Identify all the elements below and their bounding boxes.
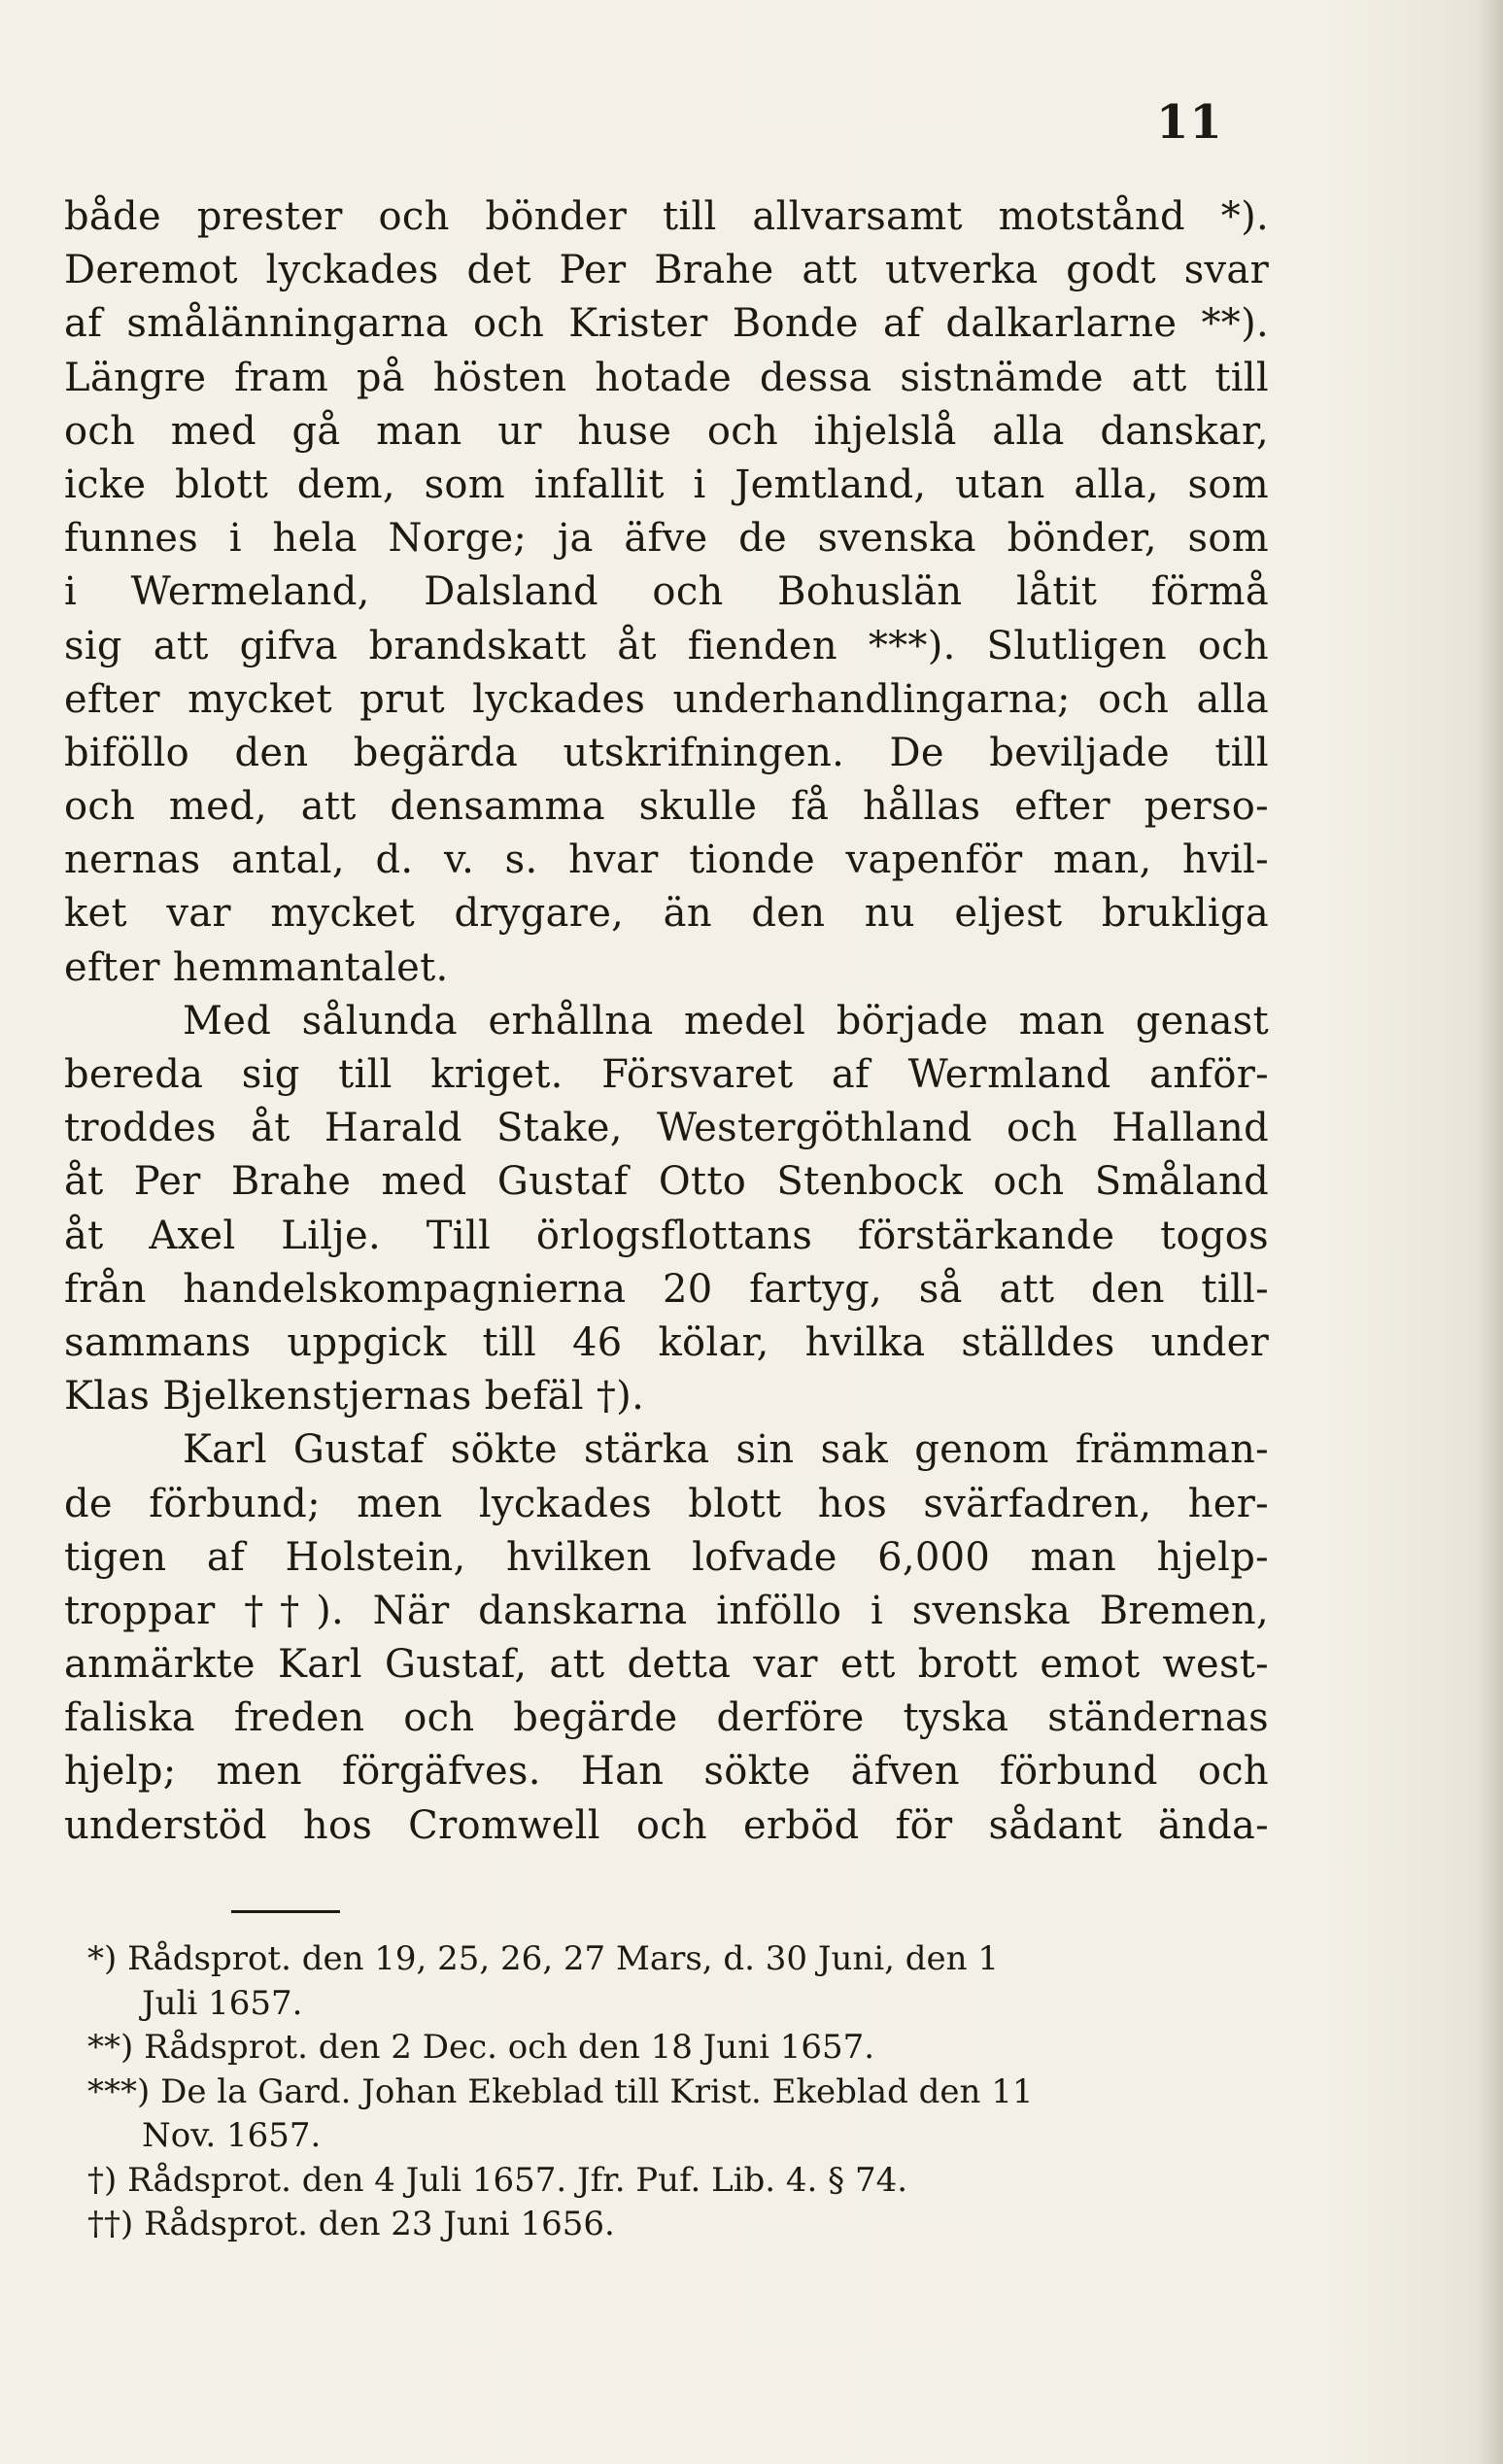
footnote-line: †) Rådsprot. den 4 Juli 1657. Jfr. Puf. Lib. 4. § 74. xyxy=(87,2160,908,2200)
paragraph-start-line: Med sålunda erhållna medel började man genast xyxy=(183,998,1269,1044)
body-line: Längre fram på hösten hotade dessa sistnämde att till xyxy=(64,355,1269,400)
paragraph-start-line: Karl Gustaf sökte stärka sin sak genom främman- xyxy=(183,1427,1269,1473)
footnote-continuation: Nov. 1657. xyxy=(142,2116,322,2155)
body-line: och med, att densamma skulle få hållas efter perso- xyxy=(64,784,1269,830)
body-line: från handelskompagnierna 20 fartyg, så att den till- xyxy=(64,1266,1269,1312)
footnote-divider xyxy=(231,1910,340,1913)
body-line: icke blott dem, som infallit i Jemtland, utan alla, som xyxy=(64,462,1269,507)
body-line: troddes åt Harald Stake, Westergöthland och Halland xyxy=(64,1106,1269,1151)
body-line: de förbund; men lyckades blott hos svärfadren, her- xyxy=(64,1481,1269,1526)
body-line: bereda sig till kriget. Försvaret af Wermland anför- xyxy=(64,1052,1269,1097)
footnote-line: ††) Rådsprot. den 23 Juni 1656. xyxy=(87,2205,615,2243)
body-line: sig att gifva brandskatt åt fienden ***). Slutligen och xyxy=(64,623,1269,668)
body-line: sammans uppgick till 46 kölar, hvilka ställdes under xyxy=(64,1319,1269,1365)
body-line: efter mycket prut lyckades underhandlingarna; och alla xyxy=(64,676,1269,722)
paragraph-end-line: efter hemmantalet. xyxy=(64,944,449,990)
body-line: understöd hos Cromwell och erböd för sådant ända- xyxy=(64,1802,1269,1848)
body-line: tigen af Holstein, hvilken lofvade 6,000 man hjelp- xyxy=(64,1534,1269,1580)
body-line: hjelp; men förgäfves. Han sökte äfven förbund och xyxy=(64,1749,1269,1795)
footnote-line: *) Rådsprot. den 19, 25, 26, 27 Mars, d. 30 Juni, den 1 xyxy=(87,1939,999,1978)
body-line: troppar ††). När danskarna inföllo i svenska Bremen, xyxy=(64,1588,1269,1633)
body-line: af smålänningarna och Krister Bonde af dalkarlarne **). xyxy=(64,301,1269,347)
body-line: nernas antal, d. v. s. hvar tionde vapenför man, hvil- xyxy=(64,838,1269,883)
footnote-line: ***) De la Gard. Johan Ekeblad till Krist. Ekeblad den 11 xyxy=(87,2071,1034,2111)
page-number: 11 xyxy=(1156,95,1223,150)
body-line: biföllo den begärda utskrifningen. De beviljade till xyxy=(64,730,1269,775)
footnote-line: **) Rådsprot. den 2 Dec. och den 18 Juni 1657. xyxy=(87,2028,875,2067)
body-text xyxy=(64,190,1269,1853)
page-edge-shadow xyxy=(1478,0,1503,2464)
body-line: åt Per Brahe med Gustaf Otto Stenbock och Småland xyxy=(64,1159,1269,1205)
footnotes xyxy=(87,1937,1282,2247)
body-line: åt Axel Lilje. Till örlogsflottans förstärkande togos xyxy=(64,1213,1269,1258)
footnote-continuation: Juli 1657. xyxy=(142,1983,303,2023)
body-line: i Wermeland, Dalsland och Bohuslän låtit förmå xyxy=(64,569,1269,615)
body-line: anmärkte Karl Gustaf, att detta var ett brott emot west- xyxy=(64,1642,1269,1688)
body-line: ket var mycket drygare, än den nu eljest brukliga xyxy=(64,891,1269,937)
body-line: och med gå man ur huse och ihjelslå alla danskar, xyxy=(64,408,1269,454)
body-line: funnes i hela Norge; ja äfve de svenska bönder, som xyxy=(64,516,1269,562)
body-line: både prester och bönder till allvarsamt motstånd *). xyxy=(64,194,1269,239)
body-line: Deremot lyckades det Per Brahe att utverka godt svar xyxy=(64,248,1269,293)
paragraph-end-line: Klas Bjelkenstjernas befäl †). xyxy=(64,1374,645,1420)
body-line: faliska freden och begärde derföre tyska ständernas xyxy=(64,1695,1269,1741)
